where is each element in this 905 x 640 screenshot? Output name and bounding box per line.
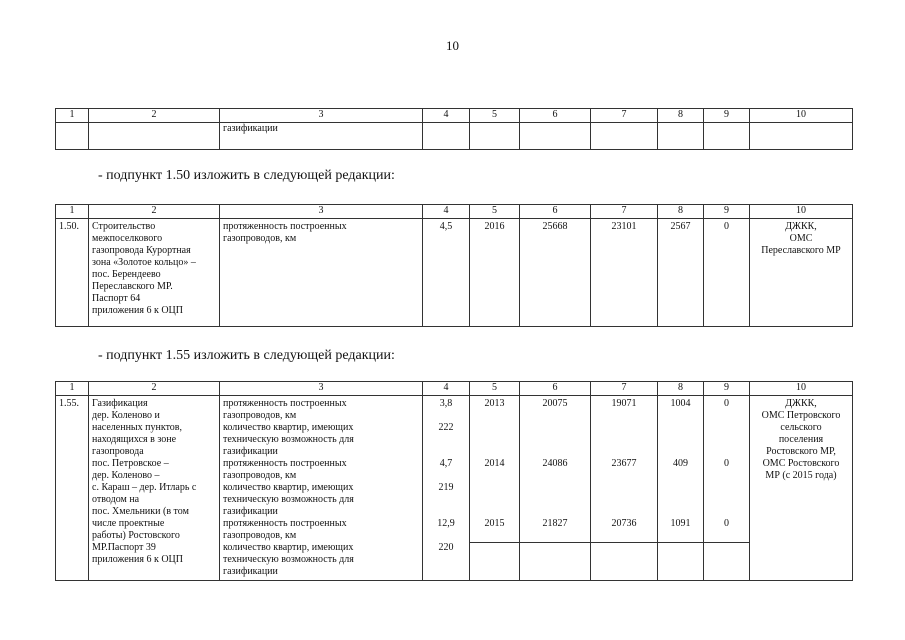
apartments-label: количество квартир, имеющих техническую возможность для газификации xyxy=(223,482,354,517)
item-number: 1.55. xyxy=(56,396,89,581)
column-number: 7 xyxy=(591,382,658,396)
column-number: 9 xyxy=(704,205,750,219)
value-cell: 0 xyxy=(724,398,729,409)
table-row xyxy=(56,396,853,543)
column-number: 9 xyxy=(704,382,750,396)
column-number: 6 xyxy=(520,382,591,396)
indicator-cell: протяженность построенных газопроводов, км xyxy=(220,219,423,327)
year-cell: 2016 xyxy=(470,219,520,327)
column-number: 10 xyxy=(750,382,853,396)
length-value: 4,7 xyxy=(439,458,453,469)
apartments-label: количество квартир, имеющих техническую возможность для газификации xyxy=(223,422,354,457)
table-item-1-55 xyxy=(55,381,853,581)
indicator-cell xyxy=(220,396,423,543)
value-cell: 2567 xyxy=(658,219,704,327)
column-number: 7 xyxy=(591,205,658,219)
value-cell: 23677 xyxy=(611,458,637,469)
column-number: 5 xyxy=(470,109,520,123)
value-cell: 0 xyxy=(704,219,750,327)
column-number: 9 xyxy=(704,109,750,123)
indicator-value: 4,5 xyxy=(423,219,470,327)
value-cell: 19071 xyxy=(611,398,637,409)
column-number: 6 xyxy=(520,205,591,219)
column-number: 4 xyxy=(423,109,470,123)
page-number: 10 xyxy=(446,38,459,53)
column-number: 5 xyxy=(470,382,520,396)
value-cell: 24086 xyxy=(542,458,568,469)
length-value: 12,9 xyxy=(437,518,455,529)
apartments-value: 222 xyxy=(438,422,454,433)
executor-cell: ДЖКК, ОМС Переславского МР xyxy=(750,219,853,327)
table-item-1-50 xyxy=(55,204,853,327)
length-label: протяженность построенных газопроводов, км xyxy=(223,518,347,541)
executor-cell: ДЖКК, ОМС Петровского сельского поселения Ростовского МР, ОМС Ростовского МР (с 2015 года) xyxy=(750,396,853,581)
value-cell: 1091 xyxy=(670,518,691,529)
apartments-value: 220 xyxy=(423,542,470,580)
column-number: 2 xyxy=(89,382,220,396)
column-number: 6 xyxy=(520,109,591,123)
column-number: 5 xyxy=(470,205,520,219)
table-row xyxy=(56,219,853,327)
value-column xyxy=(591,396,658,543)
column-number: 3 xyxy=(220,382,423,396)
length-value: 3,8 xyxy=(439,398,453,409)
length-label: протяженность построенных газопроводов, км xyxy=(223,398,347,421)
section-heading-1-50: - подпункт 1.50 изложить в следующей редакции: xyxy=(98,168,395,183)
value-cell: 25668 xyxy=(520,219,591,327)
length-label: протяженность построенных газопроводов, км xyxy=(223,458,347,481)
apartments-value: 219 xyxy=(438,482,454,493)
column-number: 8 xyxy=(658,109,704,123)
column-number: 1 xyxy=(56,382,89,396)
year-cell: 2013 xyxy=(484,398,505,409)
value-cell: 20075 xyxy=(542,398,568,409)
value-column xyxy=(704,396,750,543)
column-number: 10 xyxy=(750,109,853,123)
column-number: 2 xyxy=(89,109,220,123)
header-row xyxy=(56,205,853,219)
item-number: 1.50. xyxy=(56,219,89,327)
section-heading-1-55: - подпункт 1.55 изложить в следующей редакции: xyxy=(98,348,395,363)
table-continuation xyxy=(55,108,853,150)
header-row xyxy=(56,382,853,396)
value-cell: 0 xyxy=(724,458,729,469)
value-cell: 20736 xyxy=(611,518,637,529)
apartments-label: количество квартир, имеющих техническую возможность для газификации xyxy=(220,542,423,580)
header-row xyxy=(56,109,853,123)
column-number: 4 xyxy=(423,205,470,219)
value-column xyxy=(658,396,704,543)
year-cell: 2015 xyxy=(484,518,505,529)
item-name: Газификация дер. Коленово и населенных пунктов, находящихся в зоне газопровода пос. Петровское – дер. Коленово – с. Караш – дер. Итларь с отводом на пос. Хмельники (в том числе проектные работы) Ростовского МР.Паспорт 39 приложения 6 к ОЦП xyxy=(89,396,220,581)
column-number: 1 xyxy=(56,205,89,219)
column-number: 7 xyxy=(591,109,658,123)
column-number: 10 xyxy=(750,205,853,219)
value-cell: 21827 xyxy=(542,518,568,529)
indicator-cell: газификации xyxy=(220,123,423,150)
column-number: 2 xyxy=(89,205,220,219)
indicator-values xyxy=(423,396,470,543)
value-cell: 0 xyxy=(724,518,729,529)
year-cell: 2014 xyxy=(484,458,505,469)
table-row xyxy=(56,123,853,150)
column-number: 8 xyxy=(658,382,704,396)
item-name: Строительство межпоселкового газопровода Курортная зона «Золотое кольцо» – пос. Берендеево Переславского МР. Паспорт 64 приложения 6 к ОЦП xyxy=(89,219,220,327)
column-number: 1 xyxy=(56,109,89,123)
value-cell: 1004 xyxy=(670,398,691,409)
value-cell: 23101 xyxy=(591,219,658,327)
column-number: 3 xyxy=(220,205,423,219)
column-number: 3 xyxy=(220,109,423,123)
value-cell: 409 xyxy=(673,458,688,469)
year-column xyxy=(470,396,520,543)
column-number: 4 xyxy=(423,382,470,396)
value-column xyxy=(520,396,591,543)
column-number: 8 xyxy=(658,205,704,219)
